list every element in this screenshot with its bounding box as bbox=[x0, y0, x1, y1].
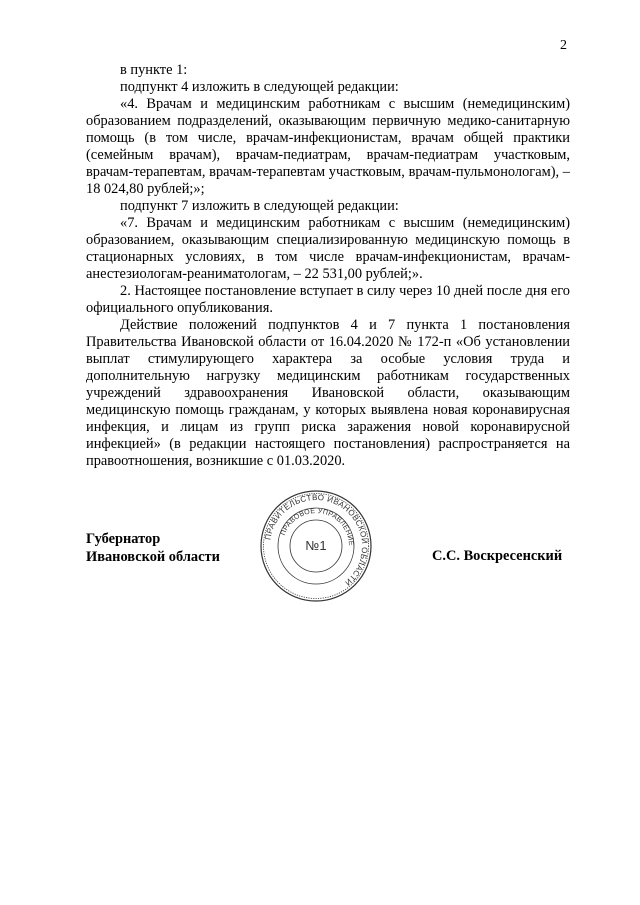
paragraph-3: «4. Врачам и медицинским работникам с высшим (немедицинским) образованием подразделений, оказывающим первичную медико-санитарную помощь (в том числе, врачам-инфекционистам, врачам общей практики (семейным врачам), врачам-педиатрам, врачам-педиатрам участковым, врачам-терапевтам, врачам-терапевтам участковым, врачам-пульмонологам), – 18 024,80 рублей;»; bbox=[86, 96, 570, 197]
seal-outer-text: ПРАВИТЕЛЬСТВО ИВАНОВСКОЙ ОБЛАСТИ bbox=[263, 492, 370, 588]
page-number: 2 bbox=[560, 38, 567, 53]
paragraph-5: «7. Врачам и медицинским работникам с высшим (немедицинским) образованием, оказывающим специализированную медицинскую помощь в стационарных условиях, в том числе врачам-инфекционистам, врачам-анестезиологам-реаниматологам, – 22 531,00 рублей;». bbox=[86, 215, 570, 282]
paragraph-6: 2. Настоящее постановление вступает в силу через 10 дней после дня его официального опубликования. bbox=[86, 283, 570, 316]
seal-center-text: №1 bbox=[305, 538, 327, 553]
document-body bbox=[86, 62, 570, 470]
official-seal bbox=[259, 489, 373, 603]
paragraph-2: подпункт 4 изложить в следующей редакции: bbox=[120, 79, 399, 95]
paragraph-7: Действие положений подпунктов 4 и 7 пункта 1 постановления Правительства Ивановской области от 16.04.2020 № 172-п «Об установлении выплат стимулирующего характера за особые условия труда и дополнительную нагрузку медицинским работникам государственных учреждений здравоохранения Ивановской области, оказывающим медицинскую помощь гражданам, у которых выявлена новая коронавирусная инфекция, и лицам из групп риска заражения новой коронавирусной инфекцией» (в редакции настоящего постановления) распространяется на правоотношения, возникшие с 01.03.2020. bbox=[86, 317, 570, 469]
signature-title bbox=[86, 530, 220, 566]
paragraph-4: подпункт 7 изложить в следующей редакции: bbox=[120, 198, 399, 214]
signature-title-line-2: Ивановской области bbox=[86, 549, 220, 565]
paragraph-1: в пункте 1: bbox=[120, 62, 188, 78]
signature-title-line-1: Губернатор bbox=[86, 531, 161, 547]
seal-inner-text: ПРАВОВОЕ УПРАВЛЕНИЕ bbox=[279, 507, 355, 547]
signer-name: С.С. Воскресенский bbox=[432, 548, 563, 564]
